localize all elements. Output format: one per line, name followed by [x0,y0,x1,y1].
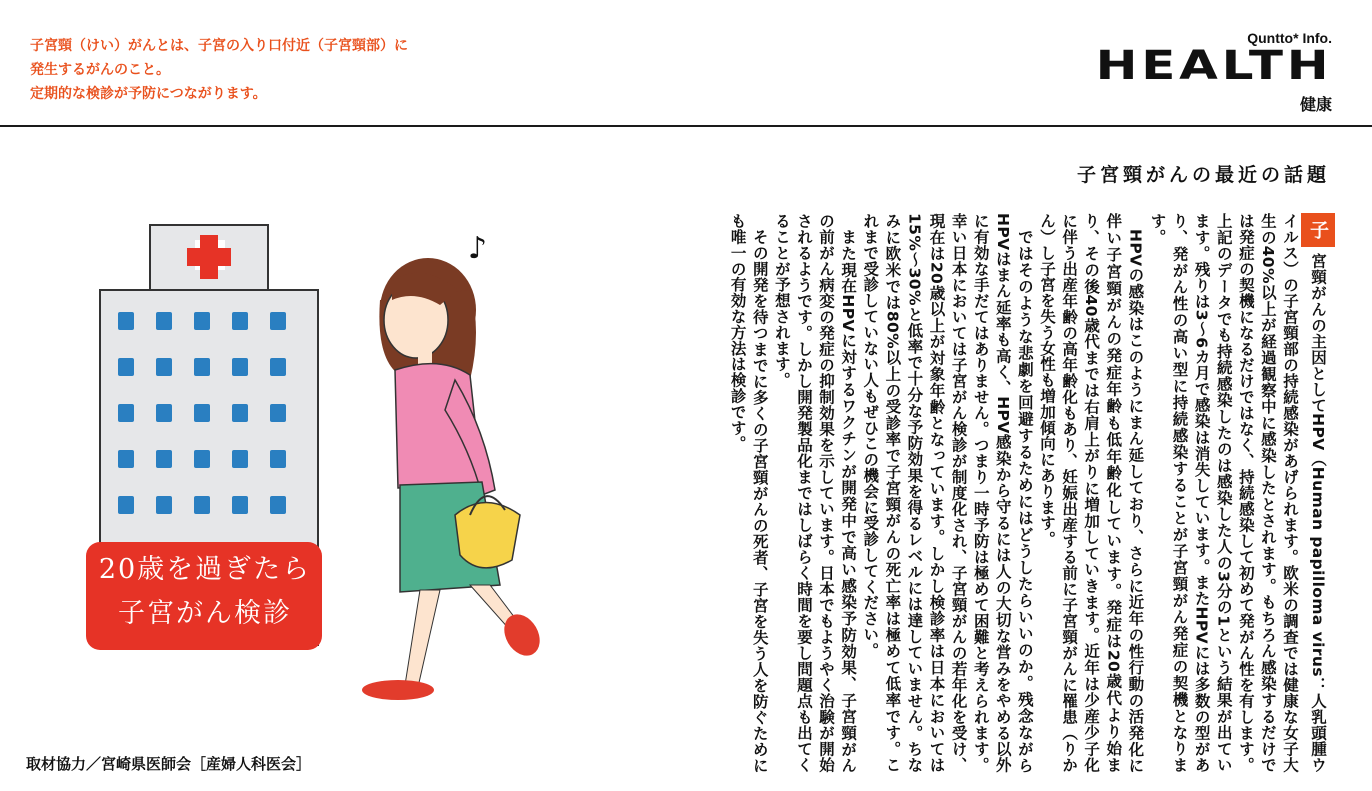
intro-line-1: 子宮頸（けい）がんとは、子宮の入り口付近（子宮頸部）に [30,38,408,54]
article-body [590,213,1335,773]
illustration [0,130,580,750]
credit-line: 取材協力／宮崎県医師会［産婦人科医会］ [26,755,312,773]
hospital-window [270,404,286,422]
paragraph-4: また現在HPVに対するワクチンが開発中で高い感染予防効果、子宮頸がんの前がん病変の発症の抑制効果を示しています。日本でもようやく治験が開始されるようです。しかし開発製品化まではしばらく時間を要し問題点も出てくることが予想されます。 [772,213,858,773]
woman-figure [362,231,547,700]
paragraph-3: ではそのような悲劇を回避するためにはどうしたらいいのか。残念ながらHPVはまん延率も高く、HPV感染から守るには人の大切な営みをやめる以外に有効な手だてはありません。つまり一時予防は極めて困難と考えられます。幸い日本においては子宮がん検診が制度化され、子宮頸がんの若年化を受け、現在は20歳以上が対象年齢となっています。しかし検診率は日本においては15%〜30%と低率で十分な予防効果を得るレベルには達していません。ちなみに欧米では80%以上の受診率で子宮頸がんの死亡率は極めて低率です。これまで受診していない人もぜひこの機会に受診してください。 [861,213,1034,773]
page-header [0,0,1372,127]
hospital-window [232,450,248,468]
badge-text [90,548,320,636]
hospital-window [118,312,134,330]
hospital-window [118,358,134,376]
hospital-window [194,450,210,468]
intro-line-3: 定期的な検診が予防につながります。 [30,86,267,102]
hospital-window [194,358,210,376]
badge-line-1: 20歳を過ぎたら [98,554,312,585]
hospital-window [270,450,286,468]
dropcap: 子 [1301,213,1335,247]
intro-text [30,34,408,106]
hospital-window [270,312,286,330]
hospital-window [232,496,248,514]
hospital-window [118,450,134,468]
hospital-window [194,404,210,422]
intro-line-2: 発生するがんのこと。 [30,62,170,78]
badge-line-2: 子宮がん検診 [118,598,292,629]
hospital-window [156,358,172,376]
hospital-window [232,358,248,376]
hospital-window [156,312,172,330]
hospital-window [270,496,286,514]
brand-title: HEALTH [1095,43,1332,89]
paragraph-1-text: 宮頸がんの主因としてHPV（Human papilloma virus：人乳頭腫ウイルス）の子宮頸部の持続感染があげられます。欧米の調査では健康な女子大生の40%以上が経過観察中に感染したとされます。もちろん感染するだけでは発症の契機になるだけではなく、持続感染して初めて発がん性を有します。上記のデータでも持続感染したのは感染した人の3分の1という結果が出ています。残りは3〜6カ月で感染は消失しています。またHPVには多数の型があり、発がん性の高い型に持続感染することが子宮頸がん発症の契機となります。 [1148,213,1327,773]
paragraph-5: その開発を待つまでに多くの子宮頸がんの死者、子宮を失う人を防ぐためにも唯一の有効な方法は検診です。 [728,213,769,773]
hospital-window [194,312,210,330]
brand-category: 健康 [1299,95,1332,114]
hospital-window [156,450,172,468]
music-note-icon: ♪ [468,231,488,266]
hospital-window [194,496,210,514]
paragraph-1 [1146,213,1335,773]
hospital-window [232,404,248,422]
hospital-window [270,358,286,376]
hospital-window [118,404,134,422]
hospital-window [156,404,172,422]
hospital-window [156,496,172,514]
brand-subtitle: Quntto* Info. [1247,30,1332,46]
hospital-window [118,496,134,514]
paragraph-2: HPVの感染はこのようにまん延しており、さらに近年の性行動の活発化に伴い子宮頸がんの発症年齢も低年齢化しています。発症は20歳代より始まり、その後40歳代までは右肩上がりに増加していきます。近年は少産少子化に伴う出産年齢の高年齢化もあり、妊娠出産する前に子宮頸がんに罹患（りかん）し子宮を失う女性も増加傾向にあります。 [1037,213,1145,773]
article-title: 子宮頸がんの最近の話題 [1076,164,1330,186]
hospital-window [232,312,248,330]
